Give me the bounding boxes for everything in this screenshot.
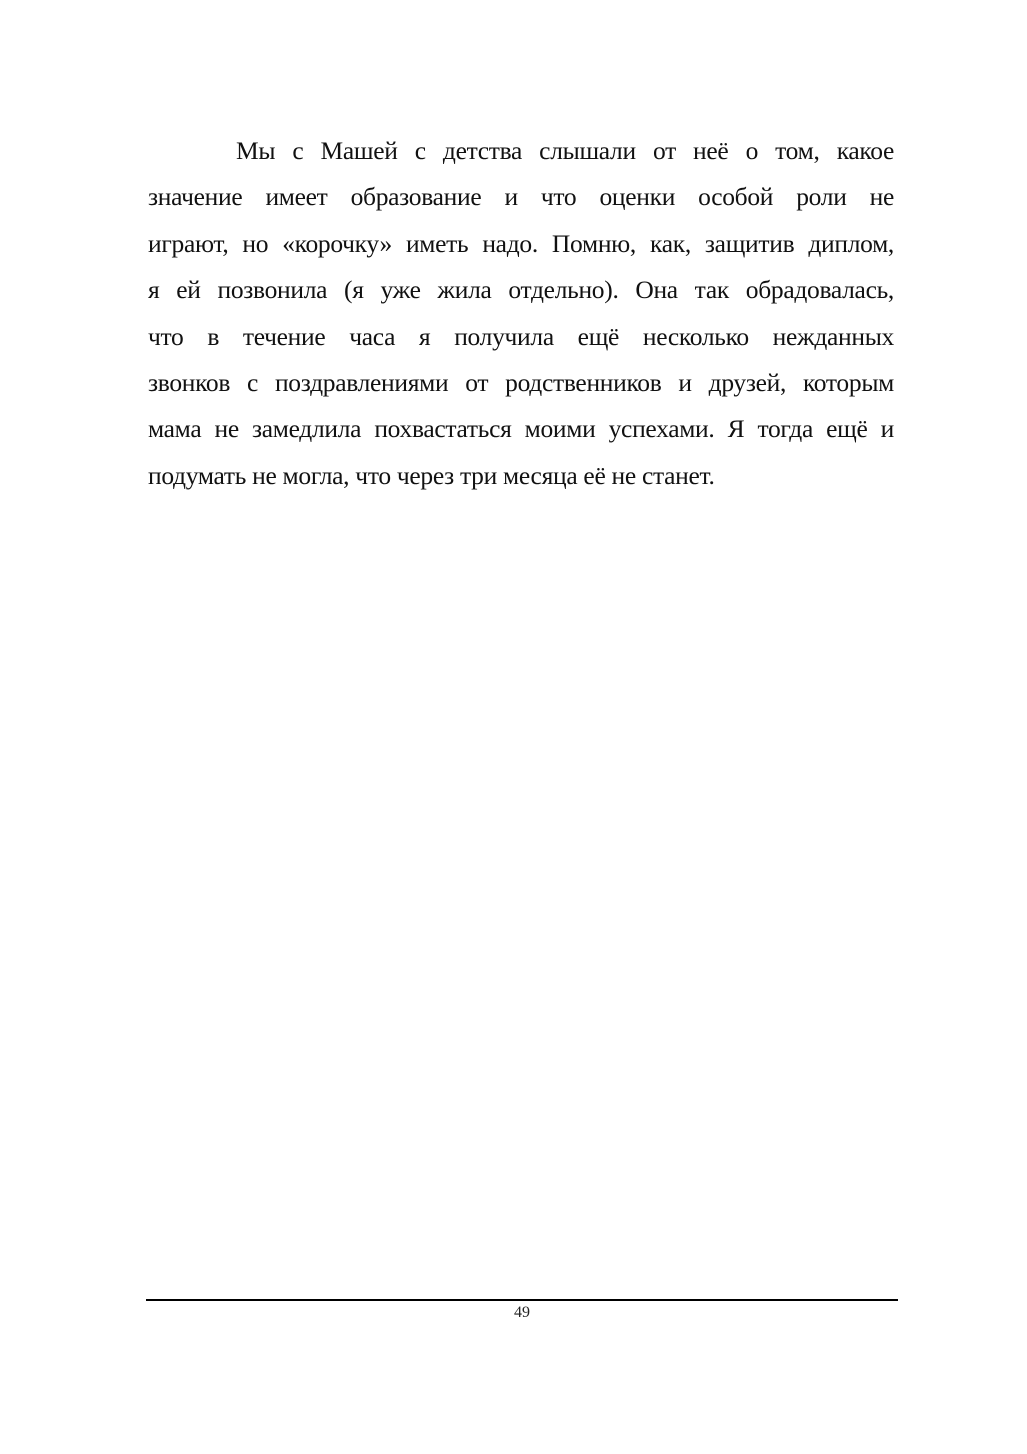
page-number: 49 (514, 1304, 530, 1321)
paragraph-line: значение имеет образование и что оценки особой роли не (148, 182, 894, 212)
paragraph-line: звонков с поздравлениями от родственников и друзей, которым (148, 367, 894, 397)
paragraph-line: я ей позвонила (я уже жила отдельно). Она так обрадовалась, (148, 275, 894, 305)
paragraph-line: Мы с Машей с детства слышали от неё о том, какое (236, 136, 894, 165)
paragraph-line: подумать не могла, что через три месяца её не станет. (148, 460, 715, 490)
paragraph-line: что в течение часа я получила ещё несколько нежданных (148, 321, 894, 351)
body-paragraph (148, 128, 894, 499)
paragraph-line: мама не замедлила похвастаться моими успехами. Я тогда ещё и (148, 414, 894, 444)
paragraph-line: играют, но «корочку» иметь надо. Помню, как, защитив диплом, (148, 228, 894, 258)
footer-divider (146, 1299, 898, 1301)
